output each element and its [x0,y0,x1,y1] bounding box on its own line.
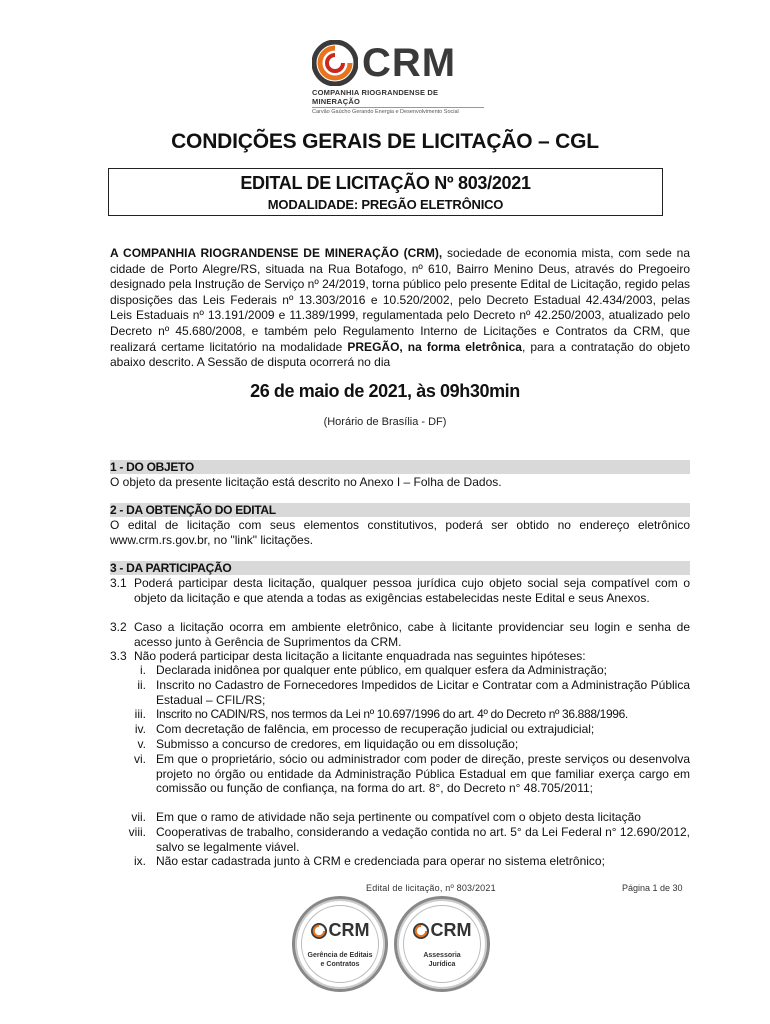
hypothesis-item [120,707,690,722]
section-text-obtencao: O edital de licitação com seus elementos constitutivos, poderá ser obtido no endereço eletrônico www.crm.rs.gov.br, no "link" licitações. [110,518,690,547]
hypothesis-item [120,737,690,752]
hypothesis-text: Em que o ramo de atividade não seja pertinente ou compatível com o objeto desta licitação [156,810,641,824]
hypothesis-item [120,722,690,737]
seal-text-line2: e Contratos [320,961,360,968]
approval-seal-juridica [394,896,490,992]
hypothesis-text: Submisso a concurso de credores, em liquidação ou em dissolução; [156,737,519,751]
logo-company-name: COMPANHIA RIOGRANDENSE DE MINERAÇÃO [312,88,484,108]
clause-item [110,620,690,649]
hypothesis-text: Não estar cadastrada junto à CRM e credenciada para operar no sistema eletrônico; [156,854,605,868]
hypothesis-text: Inscrito no CADIN/RS, nos termos da Lei nº 10.697/1996 do art. 4º do Decreto nº 36.888/1996. [156,707,628,721]
hypothesis-item [120,825,690,854]
session-timezone: (Horário de Brasília - DF) [323,416,447,428]
crm-logo-icon [311,923,327,939]
seal-logo-text: CRM [430,920,472,940]
hypothesis-number: ii. [137,678,146,692]
intro-lead: A COMPANHIA RIOGRANDENSE DE MINERAÇÃO (CRM), [110,246,443,260]
clause-item [110,649,690,664]
hypothesis-number: vii. [131,810,146,824]
clause-number: 3.2 [110,620,127,634]
crm-logo-icon [413,923,429,939]
clause-text: Caso a licitação ocorra em ambiente eletrônico, cabe à licitante providenciar seu login e senha de acesso junto à Gerência de Suprimentos da CRM. [134,620,690,649]
hypothesis-number: iv. [134,722,146,736]
intro-bold-modalidade: PREGÃO, na forma eletrônica [347,339,522,354]
logo-wordmark: CRM [362,41,457,85]
hypothesis-text: Cooperativas de trabalho, considerando a vedação contida no art. 5° da Lei Federal n° 12.690/2012, salvo se legalmente viável. [156,825,690,854]
approval-seal-editais [292,896,388,992]
hypothesis-item [120,663,690,678]
seal-logo-text: CRM [328,920,370,940]
hypothesis-item [120,678,690,707]
section-heading-obtencao: 2 - DA OBTENÇÃO DO EDITAL [110,503,690,517]
footer-document-ref: Edital de licitação, nº 803/2021 [366,883,496,893]
hypothesis-number: i. [140,663,146,677]
hypothesis-item [120,752,690,796]
clause-number: 3.3 [110,649,127,663]
clause-item [110,576,690,605]
hypothesis-item [120,810,690,825]
seal-text-line1: Gerência de Editais [307,952,373,959]
logo-tagline: Carvão Gaúcho Gerando Energia e Desenvolvimento Social [312,109,459,115]
crm-logo-icon [312,40,358,86]
clause-number: 3.1 [110,576,127,590]
section-heading-participacao: 3 - DA PARTICIPAÇÃO [110,561,690,575]
hypothesis-text: Em que o proprietário, sócio ou administrador com poder de direção, preste serviços ou desenvolva projeto no órgão ou entidade da Administração Pública Estadual em que familiar exerça cargo em comissão ou função de confiança, na forma do art. 8°, do Decreto n° 48.705/2011; [156,752,690,796]
section-heading-objeto: 1 - DO OBJETO [110,460,690,474]
hypothesis-number: iii. [134,707,146,721]
footer-page-number: Página 1 de 30 [622,883,683,893]
session-date: 26 de maio de 2021, às 09h30min [250,381,520,401]
intro-paragraph [110,246,690,371]
hypothesis-number: ix. [134,854,146,868]
seal-text-line2: Jurídica [428,961,456,968]
intro-body: sociedade de economia mista, com sede na cidade de Porto Alegre/RS, situada na Rua Botafogo, nº 610, Bairro Menino Deus, através do Pregoeiro designado pela Instrução de Serviço nº 24/2019, torna público pelo presente Edital de Licitação, regido pelas disposições das Leis Federais nº 13.303/2016 e 10.520/2002, pelo Decreto Estadual 42.434/2003, pelas Leis Estaduais nº 13.191/2009 e 11.389/1999, regulamentada pelo Decreto nº 42.250/2003, atualizado pelo Decreto nº 45.680/2008, e também pelo Regulamento Interno de Licitações e Contratos da CRM, que realizará certame licitatório na modalidade [110,246,691,354]
page-title: CONDIÇÕES GERAIS DE LICITAÇÃO – CGL [171,130,599,153]
edital-header-box [108,168,663,216]
edital-modalidade: MODALIDADE: PREGÃO ELETRÔNICO [267,197,504,212]
clause-text: Não poderá participar desta licitação a licitante enquadrada nas seguintes hipóteses: [134,649,586,663]
hypothesis-text: Com decretação de falência, em processo de recuperação judicial ou extrajudicial; [156,722,595,736]
hypothesis-text: Declarada inidônea por qualquer ente público, em qualquer esfera da Administração; [156,663,607,677]
edital-title: EDITAL DE LICITAÇÃO Nº 803/2021 [240,173,531,193]
hypothesis-number: v. [137,737,146,751]
clause-text: Poderá participar desta licitação, qualquer pessoa jurídica cujo objeto social seja compatível com o objeto da licitação e que atenda a todas as exigências estabelecidas neste Edital e seus Anexos. [134,576,690,605]
hypothesis-text: Inscrito no Cadastro de Fornecedores Impedidos de Licitar e Contratar com a Administração Pública Estadual – CFIL/RS; [156,678,690,707]
seal-text-line1: Assessoria [423,952,461,959]
hypothesis-number: vi. [134,752,146,766]
intro-tail: , para a contratação do objeto abaixo descrito. A Sessão de disputa ocorrerá no dia [110,339,690,370]
company-logo [312,40,492,126]
hypothesis-item [120,854,690,869]
hypothesis-number: viii. [128,825,146,839]
section-text-objeto: O objeto da presente licitação está descrito no Anexo I – Folha de Dados. [110,475,502,489]
